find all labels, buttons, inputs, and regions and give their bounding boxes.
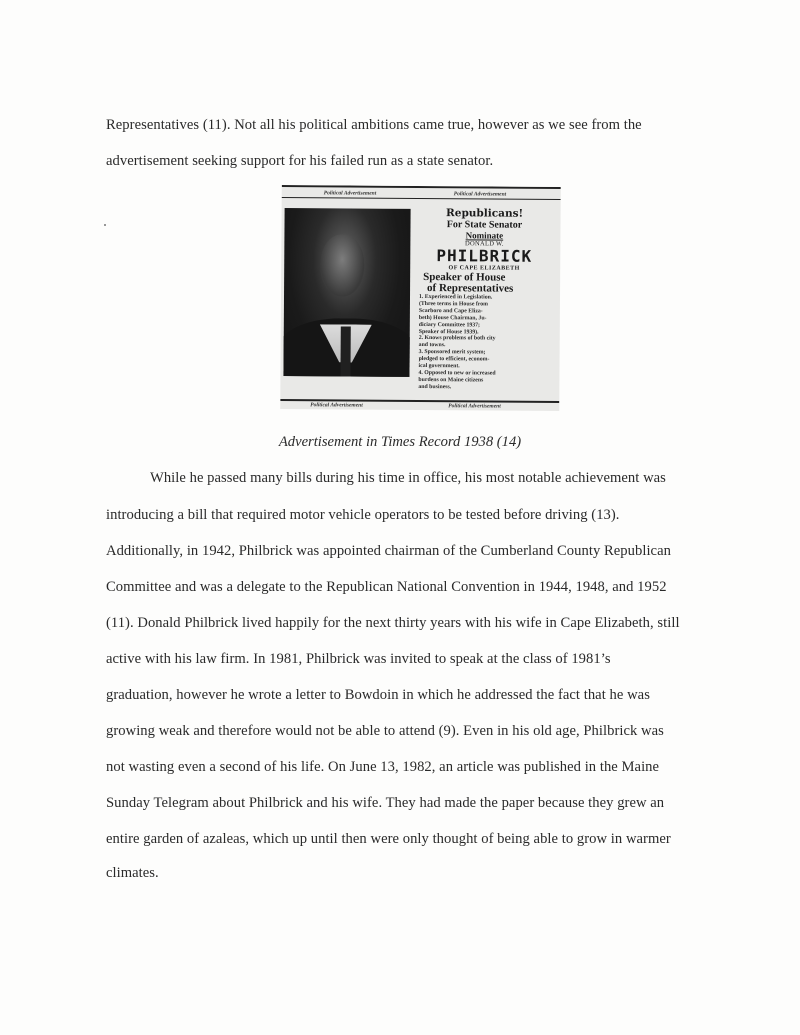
text-line: introducing a bill that required motor vehicle operators to be tested before driving (13). — [106, 507, 620, 523]
ad-title-1: Speaker of House — [423, 271, 506, 284]
header-left-text: Political Advertisement — [323, 190, 377, 197]
top-rule — [282, 185, 561, 189]
text-line: advertisement seeking support for his failed run as a state senator. — [106, 153, 494, 169]
ad-list-line: and business. — [418, 383, 452, 390]
text-line: Representatives (11). Not all his political ambitions came true, however as we see from the — [106, 117, 642, 133]
text-line: not wasting even a second of his life. On June 13, 1982, an article was published in the Maine — [106, 759, 660, 775]
footer-right-text: Political Advertisement — [448, 403, 501, 410]
ad-qualifications — [410, 294, 557, 392]
text-line: Additionally, in 1942, Philbrick was appointed chairman of the Cumberland County Republican — [106, 543, 671, 559]
ad-list-line: 1. Experienced in Legislation. — [418, 293, 493, 301]
text-line: While he passed many bills during his time in office, his most notable achievement was — [150, 470, 666, 486]
figure-caption: Advertisement in Times Record 1938 (14) — [278, 434, 522, 450]
ad-list-line: Speaker of House 1939). — [418, 328, 479, 335]
ad-headline: Republicans! — [446, 207, 524, 220]
portrait-photo — [283, 208, 410, 377]
text-line: growing weak and therefore would not be able to attend (9). Even in his old age, Philbrick was — [106, 723, 664, 739]
ad-title-2: of Representatives — [427, 282, 514, 295]
text-line: graduation, however he wrote a letter to Bowdoin in which he addressed the fact that he was — [106, 687, 650, 703]
ad-list-line: 3. Sponsored merit system; — [418, 349, 486, 356]
text-line: Sunday Telegram about Philbrick and his wife. They had made the paper because they grew an — [106, 795, 665, 811]
footer-left-text: Political Advertisement — [310, 402, 363, 409]
ad-list-line: 2. Knows problems of both city — [418, 335, 496, 342]
ad-list-line: diciary Committee 1937; — [418, 321, 481, 329]
ad-list-line: ical government. — [418, 363, 460, 370]
ad-list-line: burdens on Maine citizens — [418, 376, 484, 384]
ad-list-line: Scarboro and Cape Eliza- — [418, 307, 483, 315]
ad-list-line: beth) House Chairman, Ju- — [418, 314, 487, 322]
header-rule — [282, 197, 561, 200]
ad-list-line: (Three terms in House from — [418, 300, 488, 308]
scan-speck — [104, 224, 106, 226]
ad-nominate: Nominate — [465, 230, 504, 241]
ad-hometown: OF CAPE ELIZABETH — [448, 265, 520, 272]
ad-list-line: and towns. — [418, 342, 446, 349]
advertisement-clipping — [280, 185, 561, 411]
advertisement-text — [410, 208, 557, 392]
text-line: Committee and was a delegate to the Republican National Convention in 1944, 1948, and 1952 — [106, 579, 667, 595]
ad-list-line: pledged to efficient, econom- — [418, 356, 490, 363]
ad-firstname: DONALD W. — [464, 240, 504, 248]
header-right-text: Political Advertisement — [453, 191, 507, 198]
ad-list-line: 4. Opposed to new or increased — [418, 369, 496, 377]
ad-candidate-name: PHILBRICK — [436, 246, 533, 266]
ad-office: For State Senator — [446, 219, 523, 231]
text-line: climates. — [106, 865, 159, 881]
text-line: (11). Donald Philbrick lived happily for the next thirty years with his wife in Cape Elizabeth, still — [106, 615, 680, 631]
text-line: entire garden of azaleas, which up until then were only thought of being able to grow in warmer — [106, 831, 671, 847]
text-line: active with his law firm. In 1981, Philbrick was invited to speak at the class of 1981’s — [106, 651, 611, 667]
